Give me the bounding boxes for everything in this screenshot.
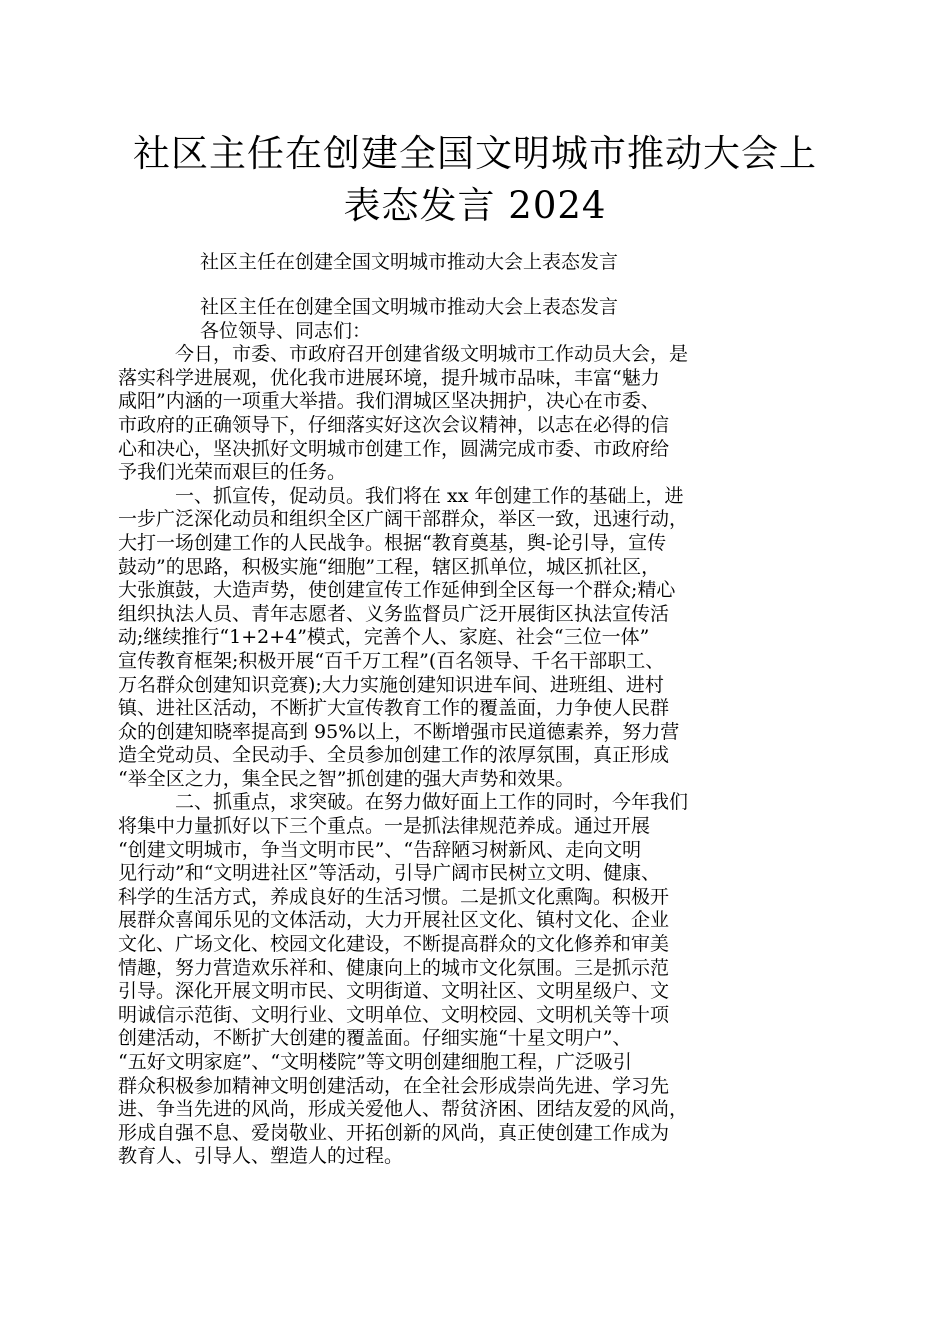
body-line: 镇、进社区活动，不断扩大宣传教育工作的覆盖面，力争使人民群 — [118, 697, 670, 720]
body-line: 二、抓重点，求突破。在努力做好面上工作的同时，今年我们 — [175, 791, 689, 814]
body-line: “五好文明家庭”、“文明楼院”等文明创建细胞工程，广泛吸引 — [118, 1051, 632, 1073]
body-line: 予我们光荣而艰巨的任务。 — [118, 461, 347, 484]
body-line: 文化、广场文化、校园文化建设，不断提高群众的文化修养和审美 — [118, 933, 670, 956]
body-line: 各位领导、同志们： — [200, 319, 372, 342]
body-line: 社区主任在创建全国文明城市推动大会上表态发言 — [200, 296, 619, 318]
body-line: 今日，市委、市政府召开创建省级文明城市工作动员大会，是 — [175, 343, 689, 366]
body-line: 组织执法人员、青年志愿者、义务监督员广泛开展街区执法宣传活 — [118, 602, 670, 625]
body-line: 动;继续推行“1+2+4”模式，完善个人、家庭、社会“三位一体” — [118, 626, 650, 649]
body-line: 大打一场创建工作的人民战争。根据“教育奠基，舆-论引导，宣传 — [118, 531, 667, 554]
body-line: 造全党动员、全民动手、全员参加创建工作的浓厚氛围，真正形成 — [118, 744, 670, 767]
body-line: “创建文明城市，争当文明市民”、“告辞陋习树新风、走向文明 — [118, 838, 642, 861]
document-title — [120, 128, 830, 232]
body-line: 见行动”和“文明进社区”等活动，引导广阔市民树立文明、健康、 — [118, 862, 661, 885]
body-line: 鼓动”的思路，积极实施“细胞”工程，辖区抓单位，城区抓社区， — [118, 555, 661, 578]
body-line: 万名群众创建知识竞赛);大力实施创建知识进车间、进班组、进村 — [118, 673, 664, 696]
body-line: 咸阳”内涵的一项重大举措。我们渭城区坚决拥护，决心在市委、 — [118, 390, 660, 413]
body-line: 市政府的正确领导下，仔细落实好这次会议精神，以志在必得的信 — [118, 413, 670, 436]
document-subheading: 社区主任在创建全国文明城市推动大会上表态发言 — [200, 251, 619, 273]
body-line: 教育人、引导人、塑造人的过程。 — [118, 1145, 404, 1168]
body-line: 心和决心，坚决抓好文明城市创建工作，圆满完成市委、市政府给 — [118, 437, 670, 460]
body-line: 一步广泛深化动员和组织全区广阔干部群众，举区一致，迅速行动， — [118, 508, 689, 531]
body-line: 形成自强不息、爱岗敬业、开拓创新的风尚，真正使创建工作成为 — [118, 1121, 670, 1144]
body-line: 群众积极参加精神文明创建活动，在全社会形成崇尚先进、学习先 — [118, 1074, 670, 1097]
body-line: 宣传教育框架;积极开展“百千万工程”(百名领导、千名干部职工、 — [118, 649, 665, 672]
body-line: 众的创建知晓率提高到 95%以上，不断增强市民道德素养，努力营 — [118, 720, 680, 743]
title-line: 表态发言 2024 — [343, 184, 607, 227]
body-line: 科学的生活方式，养成良好的生活习惯。二是抓文化熏陶。积极开 — [118, 885, 670, 908]
body-line: 一、抓宣传，促动员。我们将在 xx 年创建工作的基础上，进 — [175, 484, 684, 507]
body-line: 情趣，努力营造欢乐祥和、健康向上的城市文化氛围。三是抓示范 — [118, 956, 670, 979]
body-line: 创建活动，不断扩大创建的覆盖面。仔细实施“十星文明户”、 — [118, 1027, 632, 1050]
body-line: 明诚信示范街、文明行业、文明单位、文明校园、文明机关等十项 — [118, 1003, 670, 1026]
title-line: 社区主任在创建全国文明城市推动大会上 — [133, 132, 817, 175]
body-line: 进、争当先进的风尚，形成关爱他人、帮贫济困、团结友爱的风尚， — [118, 1098, 689, 1121]
body-line: 落实科学进展观，优化我市进展环境，提升城市品味，丰富“魅力 — [118, 366, 660, 389]
body-line: 展群众喜闻乐见的文体活动，大力开展社区文化、镇村文化、企业 — [118, 909, 670, 932]
body-line: 大张旗鼓，大造声势，使创建宣传工作延伸到全区每一个群众;精心 — [118, 579, 676, 602]
body-line: “举全区之力，集全民之智”抓创建的强大声势和效果。 — [118, 767, 575, 790]
body-line: 将集中力量抓好以下三个重点。一是抓法律规范养成。通过开展 — [118, 815, 651, 838]
document-body — [118, 296, 823, 1169]
body-line: 引导。深化开展文明市民、文明街道、文明社区、文明星级户、文 — [118, 980, 670, 1003]
